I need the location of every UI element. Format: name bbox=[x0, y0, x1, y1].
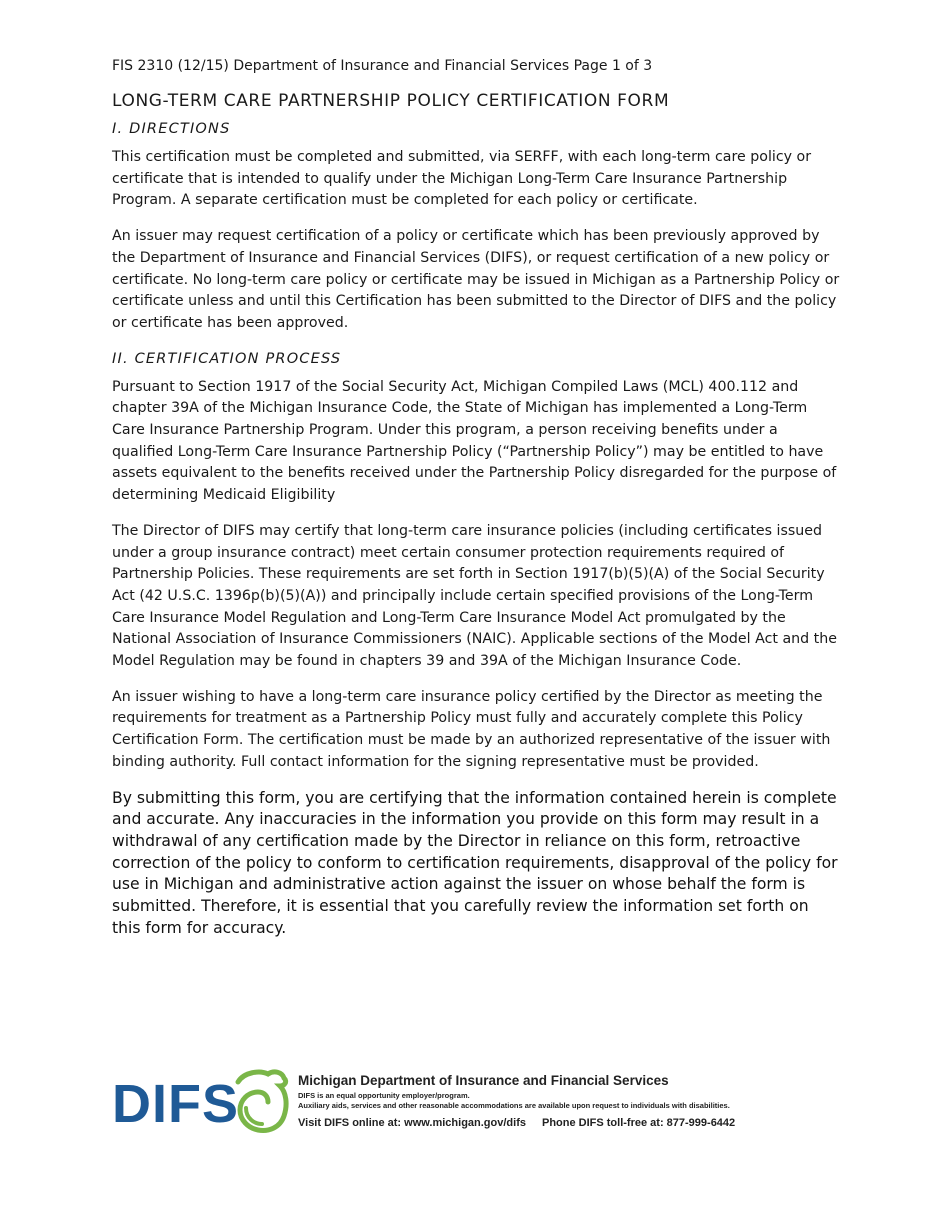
website-link[interactable]: Visit DIFS online at: www.michigan.gov/difs bbox=[298, 1117, 526, 1129]
logo-wordmark: DIFS bbox=[112, 1074, 240, 1134]
equal-opportunity-note: DIFS is an equal opportunity employer/program. bbox=[298, 1091, 470, 1100]
section-directions bbox=[112, 119, 842, 335]
section-certification-process bbox=[112, 349, 842, 940]
michigan-outline-icon bbox=[230, 1068, 292, 1134]
certification-statement: By submitting this form, you are certifying that the information contained herein is complete and accurate. Any inaccuracies in the information you provide on this form may result in a withdrawal of any certification made by the Director in reliance on this form, retroactive correction of the policy to conform to certification requirements, disapproval of the policy for use in Michigan and administrative action against the issuer on whose behalf the form is submitted. Therefore, it is essential that you carefully review the information set forth on this form for accuracy. bbox=[112, 788, 838, 937]
form-title: LONG-TERM CARE PARTNERSHIP POLICY CERTIFICATION FORM bbox=[112, 91, 670, 111]
form-header-info: FIS 2310 (12/15) Department of Insurance and Financial Services Page 1 of 3 bbox=[112, 58, 653, 74]
phone-number: Phone DIFS toll-free at: 877-999-6442 bbox=[541, 1117, 736, 1129]
document-page bbox=[112, 56, 842, 954]
org-name: Michigan Department of Insurance and Financial Services bbox=[298, 1073, 669, 1088]
accommodations-note: Auxiliary aids, services and other reasonable accommodations are available upon request to individuals with disabilities. bbox=[298, 1101, 730, 1110]
paragraph: An issuer may request certification of a policy or certificate which has been previously approved by the Department of Insurance and Financial Services (DIFS), or request certification of a new policy or certificate. No long-term care policy or certificate may be issued in Michigan as a Partnership Policy or certificate unless and until this Certification has been submitted to the Director of DIFS and the policy or certificate has been approved. bbox=[112, 228, 840, 331]
paragraph: This certification must be completed and submitted, via SERFF, with each long-term care policy or certificate that is intended to qualify under the Michigan Long-Term Care Insurance Partnership Program. A separate certification must be completed for each policy or certificate. bbox=[112, 149, 812, 209]
footer-contact bbox=[298, 1116, 768, 1130]
section-heading: I. DIRECTIONS bbox=[112, 121, 231, 137]
paragraph: An issuer wishing to have a long-term care insurance policy certified by the Director as meeting the requirements for treatment as a Partnership Policy must fully and accurately complete this Policy Certification Form. The certification must be made by an authorized representative of the issuer with binding authority. Full contact information for the signing representative must be provided. bbox=[112, 688, 831, 770]
section-heading: II. CERTIFICATION PROCESS bbox=[112, 350, 342, 367]
difs-logo bbox=[112, 1068, 292, 1134]
footer-info bbox=[298, 1072, 768, 1130]
paragraph: Pursuant to Section 1917 of the Social Security Act, Michigan Compiled Laws (MCL) 400.112 and chapter 39A of the Michigan Insurance Code, the State of Michigan has implemented a Long-Term Care Insurance Partnership Program. Under this program, a person receiving benefits under a qualified Long-Term Care Insurance Partnership Policy (“Partnership Policy”) may be entitled to have assets equivalent to the benefits received under the Partnership Policy disregarded for the purpose of determining Medicaid Eligibility bbox=[112, 378, 837, 504]
page-footer bbox=[112, 1068, 762, 1138]
paragraph: The Director of DIFS may certify that long-term care insurance policies (including certificates issued under a group insurance contract) meet certain consumer protection requirements required of Partnership Policies. These requirements are set forth in Section 1917(b)(5)(A) of the Social Security Act (42 U.S.C. 1396p(b)(5)(A)) and principally include certain specified provisions of the Long-Term Care Insurance Model Regulation and Long-Term Care Insurance Model Act promulgated by the National Association of Insurance Commissioners (NAIC). Applicable sections of the Model Act and the Model Regulation may be found in chapters 39 and 39A of the Michigan Insurance Code. bbox=[112, 522, 837, 670]
